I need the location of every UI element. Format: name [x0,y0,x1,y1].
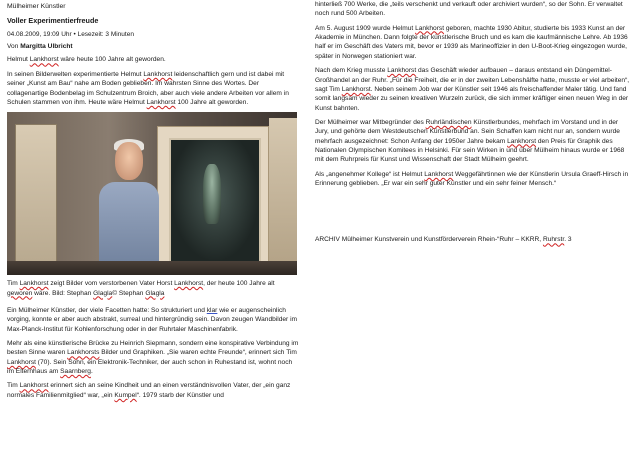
text-run: . 3 [564,236,572,244]
paragraph [315,24,633,61]
text-run: . [90,368,93,376]
link-word[interactable]: klar [206,306,218,314]
paragraph [7,381,299,400]
spellcheck-word[interactable]: Ruhrländischen [425,118,472,126]
text-run: Tim [7,280,20,288]
spellcheck-word[interactable]: Lankhorst [19,382,49,390]
text-run: Mehr als eine künstlerische Brücke zu Heinrich Siepmann, sondern eine konspirative Verbindung im besten Sinne waren [7,340,299,357]
spellcheck-word[interactable]: Lankhorst [424,170,454,178]
spellcheck-word[interactable]: Lankhorst [174,280,204,288]
text-run: (70). Sein Sohn, ein Elektronik-Techniker, der auch schon in Ruhestand ist, wohnt noch im Elternhaus am [7,358,293,376]
paragraph [7,70,299,107]
article-title: Voller Experimentierfreude [7,15,99,25]
spellcheck-word[interactable]: Lankhorst [143,70,173,78]
text-run: Bilder und Graphiken. „Sie waren echte Freunde“, erinnert sich Tim [99,349,297,357]
author-prefix: Von [7,43,21,51]
paragraph [315,170,633,189]
spacer [315,193,633,229]
painting-left [15,124,57,266]
artwork-figure [203,164,221,224]
kicker: Mülheimer Künstler [7,3,66,10]
paragraph [7,339,299,376]
left-column [7,0,299,405]
text-run: Weggefährtinnen wie der Künstlerin Ursula Graeff-Hirsch in Erinnerung geblieben. „Er war ein sehr guter Künstler und ein sehr feiner Mensch.“ [315,170,629,188]
spellcheck-word[interactable]: Saarnberg [60,368,91,376]
paragraph [7,55,299,64]
author-name[interactable]: Margitta Ulbricht [20,43,73,51]
text-run: In seinen Bilderwelten experimentierte Helmut [7,70,144,78]
text-run: hinterließ 700 Werke, die „teils verschenkt und verkauft oder archiviert wurden“, so der Sohn. Er verwaltet noch rund 500 Arbeiten. [315,1,623,18]
text-run: wäre. Bild: Stephan [32,289,94,297]
text-run: zeigt Bilder vom verstorbenen Vater Horst [48,280,175,288]
spellcheck-word[interactable]: Ruhrstr [542,236,565,244]
photo-floor [7,261,297,275]
text-run: Der Mülheimer war Mitbegründer des [315,118,426,126]
photo-image[interactable] [7,112,297,275]
paragraph [7,306,299,334]
paragraph [315,118,633,165]
text-run: Helmut [7,56,30,64]
text-run: Als „angenehmer Kollege“ ist Helmut [315,170,425,178]
spellcheck-word[interactable]: Glagla [93,289,113,297]
text-run: “. 1979 starb der Künstler und [136,391,224,399]
spellcheck-word[interactable]: Lankhorst [341,85,371,93]
spellcheck-word[interactable]: Lankhorst [19,280,49,288]
photo-caption [7,279,299,298]
text-run: Am 5. August 1909 wurde Helmut [315,24,416,32]
text-run: geboren, machte 1930 Abitur, studierte bis 1933 Kunst an der Akademie in München. Dann folgte der künstlerische Bruch und es kam die kaufmännische Lehre. Ab 1936 half er im Geschäft des Vaters mit, bevor er 1939 als Marineoffizier in den U-Boot-Krieg eingezogen wurde, später in Norwegen stationiert war. [315,24,628,60]
picture-frame-right [269,118,297,268]
spellcheck-word[interactable]: Lankhorst [29,56,59,64]
archive-note [315,235,633,244]
spellcheck-word[interactable]: Lankhorsts [67,349,100,357]
article-meta: 04.08.2009, 19:09 Uhr • Lesezeit: 3 Minuten [7,30,134,38]
text-run: den Preis für Graphik des Nationalen Olympischen Komitees in Helsinki. Für sein Wirken in und über Mülheim hinaus wurde er 1968 mit dem Ruhrpreis für Kunst und Wissenschaft der Stadt Mülheim geehrt. [315,137,625,164]
text-run: . Neben seinem Job war der Künstler seit 1946 als freischaffender Maler tätig. Und fand somit langsam wieder zu seinen kreativen Wurzeln zurück, die sich immer kräftiger einen neuen Weg in der Kunst bahnten. [315,85,629,112]
text-run: Ein Mülheimer Künstler, der viele Facetten hatte: So strukturiert und [7,306,207,314]
text-run: , der heute 100 Jahre alt [203,280,275,288]
author-line [7,42,299,51]
text-run: erinnert sich an seine Kindheit und an einen verständnisvollen Vater, der „ein ganz normales Familienmitglied“ war, „ein [7,382,291,399]
text-run: Künstlerbundes, mehrfach im Vorstand und in der Jury, und gehörte dem Westdeutschen Künstlerbund an. Sein Schaffen kam nicht nur an, sondern wurde mehrfach ausgezeichnet: Schon Anfang der 1950er Jahre bekam [315,118,620,145]
text-run: wäre heute 100 Jahre alt geworden. [58,56,166,64]
text-run: © Stephan [112,289,146,297]
spellcheck-word[interactable]: Kumpel [114,391,137,399]
text-run: das Geschäft wieder aufbauen – daraus entstand ein Düngemittel-Großhandel an der Ruhr. „Für die Freiheit, die er in der zweiten Lebenshälfte hatte, musste er viel arbeiten“, sagt Tim [315,67,630,93]
spellcheck-word[interactable]: Lankhorst [7,358,36,366]
spellcheck-word[interactable]: geworen [7,289,33,297]
text-run: wie er augenscheinlich vorging, konnte er aber auch abstrakt, surreal und hintergründig sein. Davon zeugen Wandbilder im Max-Planck-Institut für Kohlenforschung oder in der Ruhrtaler Maschinenfabrik. [7,306,298,333]
text-run: 100 Jahre alt geworden. [175,98,249,106]
paragraph [315,66,633,113]
text-run: ARCHIV Mülheimer Kunstverein und Kunstförderverein Rhein-“Ruhr – KKRR, [315,236,543,244]
spellcheck-word[interactable]: Lankhorst [146,98,176,106]
text-run: leidenschaftlich gern und ist dabei mit seiner „Kunst am Bau“ nahe am Boden geblieben. Im wahrsten Sinne des Wortes. Der collagenartige Bodenbelag im Schulzentrum Broich, aber auch viele andere Arbeiten vor allem in Schulen stammen von ihm. Heute wäre Helmut [7,70,289,106]
paragraph [315,0,633,19]
person-head [115,142,143,180]
text-run: Tim [7,382,20,390]
right-column [315,0,633,250]
spellcheck-word[interactable]: Lankhorst [507,137,537,145]
spellcheck-word[interactable]: Glagla [145,289,165,297]
spellcheck-word[interactable]: Lankhorst [387,67,417,75]
text-run: Nach dem Krieg musste [315,67,388,75]
spellcheck-word[interactable]: Lankhorst [415,24,445,32]
